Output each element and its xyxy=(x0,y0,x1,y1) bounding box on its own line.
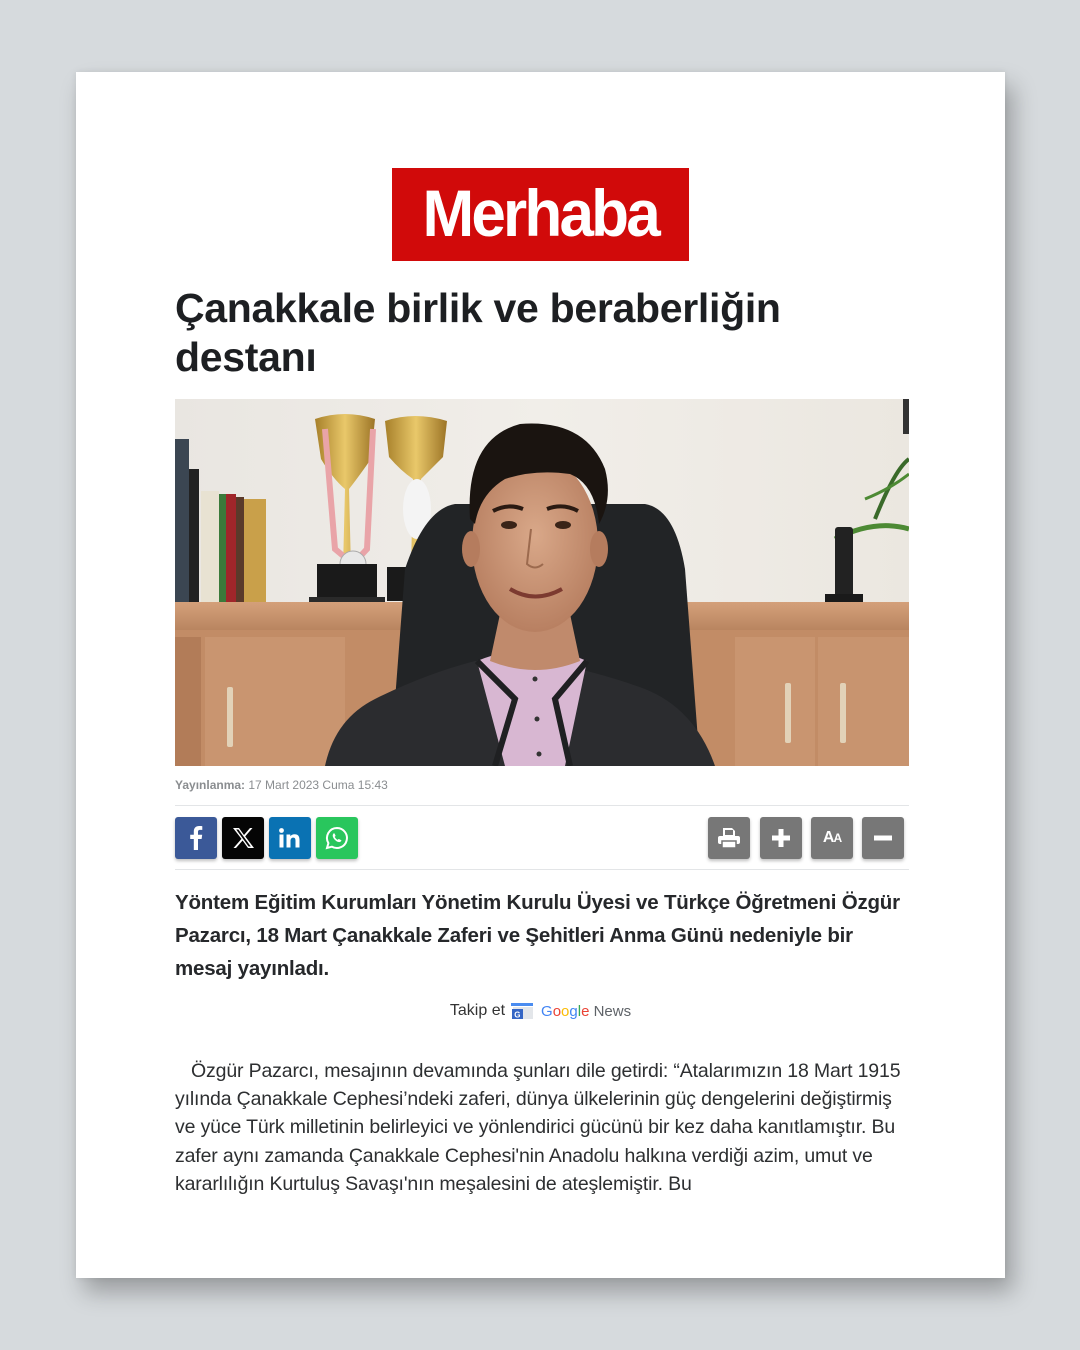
follow-prefix: Takip et xyxy=(449,1002,506,1019)
minus-icon xyxy=(874,835,892,841)
share-linkedin-button[interactable] xyxy=(269,817,311,859)
google-news-label: Google News xyxy=(541,1002,632,1020)
plus-icon xyxy=(772,829,790,847)
article-lead: Yöntem Eğitim Kurumları Yönetim Kurulu Üyesi ve Türkçe Öğretmeni Özgür Pazarcı, 18 Mart Çanakkale Zaferi ve Şehitleri Anma Günü nedeniyle bir mesaj yayınladı. xyxy=(175,891,900,980)
share-facebook-button[interactable] xyxy=(175,817,217,859)
article-title: Çanakkale birlik ve beraberliğin destanı xyxy=(175,285,781,380)
divider-top xyxy=(175,805,909,806)
print-button[interactable] xyxy=(708,817,750,859)
font-size-icon: AA xyxy=(822,829,842,846)
logo-text: Merhaba xyxy=(422,175,659,250)
article-photo xyxy=(175,399,909,766)
google-news-icon xyxy=(511,1002,535,1020)
svg-text:G: G xyxy=(514,1010,521,1020)
share-x-button[interactable] xyxy=(222,817,264,859)
google-news-follow[interactable] xyxy=(76,1002,1005,1020)
divider-bottom xyxy=(175,869,909,870)
article-card xyxy=(76,72,1005,1278)
decrease-font-button[interactable] xyxy=(862,817,904,859)
article-body: Özgür Pazarcı, mesajının devamında şunları dile getirdi: “Atalarımızın 18 Mart 1915 yılında Çanakkale Cephesi’ndeki zaferi, dünya ülkelerinin güç dengelerini değiştirmiş ve yüce Türk milletinin belirleyici ve yönlendirici gücünü bir kez daha kanıtlamıştır. Bu zafer aynı zamanda Çanakkale Cephesi'nin Anadolu halkına verdiği azim, umut ve kararlılığın Kurtuluş Savaşı'nın meşalesini de ateşlemiştir. Bu xyxy=(175,1060,901,1195)
share-whatsapp-button[interactable] xyxy=(316,817,358,859)
publish-value: 17 Mart 2023 Cuma 15:43 xyxy=(248,778,388,792)
linkedin-icon xyxy=(279,828,301,848)
printer-icon xyxy=(718,828,740,848)
portrait-image xyxy=(175,399,909,766)
publish-date xyxy=(175,778,388,792)
publish-label: Yayınlanma: xyxy=(175,778,246,792)
x-icon xyxy=(232,828,254,848)
site-logo[interactable] xyxy=(392,168,689,261)
facebook-icon xyxy=(189,826,203,850)
whatsapp-icon xyxy=(325,826,349,850)
font-size-button[interactable] xyxy=(811,817,853,859)
increase-font-button[interactable] xyxy=(760,817,802,859)
